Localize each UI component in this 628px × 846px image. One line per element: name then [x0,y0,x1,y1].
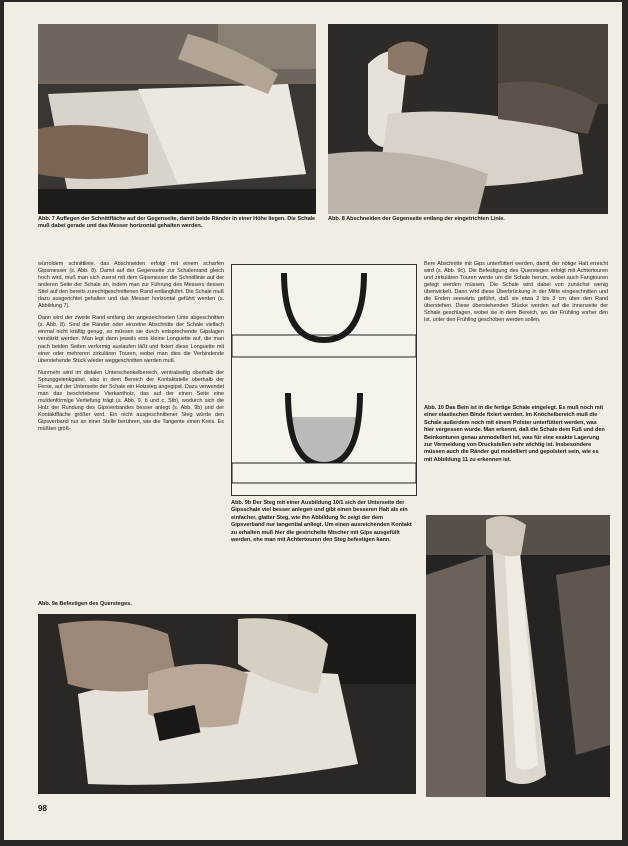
paragraph: Nunmehr wird im distalen Unterschenkelbereich, ventralseitig oberhalb der Sprunggelenkgabel, also in dem Bereich der Kontaktstelle oberhalb der Ferse, auf der Unterseite der Schale ein Holzsteg angegipst. Dazu verwendet man das beschriebene Vierkantholz, das auf der einen Seite eine muldenförmige Vertiefung trägt (s. Abb. 9, b und c, Stb), wodurch sich die Holz der Rundung des Gipsverbandes besser anlegt (s. Abb. 9b) und der Kontaktfläche größer wird. Ein nicht ausgeschnittener Steg würde den Gipsverband nur an einer Stelle berühren, wie die Tangente einen Kreis. Es müßten größ- [38,369,224,433]
page-number: 98 [38,804,47,813]
caption-fig10: Abb. 10 Das Bein ist in die fertige Schale eingelegt. Es muß noch mit einer elastischen Binde fixiert werden. Im Knöchelbereich muß die Schale außerdem noch mit einem Polster unterfüttert werden, was hier vergessen wurde. Man erkennt, daß die Schale dem Fuß und den Beinkonturen genau anmodelliert ist, was für eine exakte Lagerung zur Vermeidung von Druckstellen sehr wichtig ist. Insbesondere müssen auch die Ränder gut modelliert und gepolstert sein, wie es mit Abbildung 11 zu erkennen ist. [424,405,605,463]
text-column-right [424,261,608,329]
paragraph: Bere Abschnitte mit Gips unterfüttert werden, damit der nötige Halt erreicht wird (s. Abb. 9c). Die Befestigung des Quersteges erfolgt mit Achtertouren und zirkulären Touren werde um die Schale herum, wobei auch Fangtouren gelegt werden müssen. Die Schale wird dabei von zunächst wenig überwickelt. Dann wird diese Überbrückung in der Mitte eingeschnitten und die Enden seewärts geführt, daß sie etwa 2 bis 3 cm über den Rand überstehen. Diese überstehenden Stücke werden auf die Innenseite der Schale geschlagen, wobei sie in dem Bereich, wo der Frühling vorher den Ist, unter den Frühling geschoben werden sollen. [424,261,608,324]
magazine-page [4,2,622,840]
paragraph: würroldem schnittlinie, das Abschneiden erfolgt mit einem scharfen Gipsmesser (s. Abb. 8). Damit auf der Gegenseite zur Schalenrand gleich hoch wird, muß man sich zuerst mit dem Gipsmesser die Schnittlinie auf der anderen Seite der Schale an, indem man zur Führung des Messers dessen Stiel auf den bereits zurechtgeschnittenen Rand entlanglührt. Die Schale muß dazu ausgerichtet gehalten und das Messer horizontal geführt werden (s. Abbildung 7). [38,261,224,310]
photo-fig8 [328,24,608,214]
text-column-left [38,261,224,438]
photo-fig10 [426,515,610,797]
caption-fig8: Abb. 8 Abschneiden der Gegenseite entlang der eingetrichten Linie. [328,216,505,222]
diagram-steg [231,264,417,496]
paragraph: Dann wird der zweite Rand entlang der angezeichneten Linie abgeschnitten (s. Abb. 8). Sind die Ränder oder einzelne Abschnitte der Schale vielfach einmal nicht kräftig genug, so müssen sie durch entsprechende Gipslagen verstärkt werden. Man legt dann jeweils eine kleine Longuette auf, die man nach beiden Seiten verformig auslaufen läßt und fixiert diese Longuette mit einer oder mehreren zirkulären Touren, wobei man dies die Verbindende überstehende Stück wieder weggeschnitten werden muß. [38,315,224,364]
caption-fig9a: Abb. 9a Befestigen des Quersteges. [38,601,132,607]
caption-fig9b: Abb. 9b Der Steg mit einer Ausbildung 10/1 sich der Unterseite der Gipsschale viel besser anlegen und gibt einen besseren Halt als ein einfacher, glatter Steg, wie ihn Abbildung 9c zeigt der dem Gipsverband nur tangential anliegt. Um einen ausreichenden Kontakt zu erhalten muß hier die gestrichelte Mischer mit Gips ausgefüllt werden, ehe man mit Achtertouren den Steg befestigen kann. [231,500,412,544]
caption-fig7: Abb. 7 Auflegen der Schnittfläche auf der Gegenseite, damit beide Ränder in einer Höhe liegen. Die Schale muß dabei gerade und das Messer horizontal gehalten werden. [38,216,316,230]
photo-fig9a [38,614,416,794]
photo-fig7 [38,24,316,214]
